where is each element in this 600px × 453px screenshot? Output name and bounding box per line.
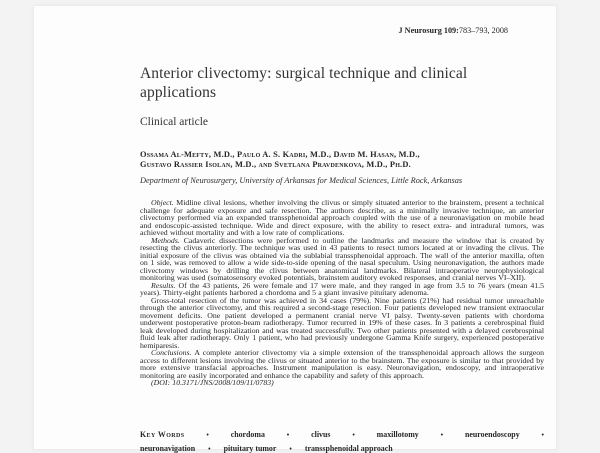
keyword-item: chordoma	[230, 430, 265, 439]
authors-list	[140, 150, 544, 170]
journal-citation	[399, 26, 508, 35]
abstract-paragraph-results-2	[140, 297, 544, 350]
keywords-line-2	[140, 444, 544, 453]
abstract-paragraph-object	[140, 199, 544, 237]
paragraph-lead: Methods.	[151, 235, 180, 245]
paragraph-text: Cadaveric dissections were performed to outline the landmarks and measure the window that is created by resecting the clivus anteriorly. The technique was used in 43 patients to resect tumors located at or invading the clivus. The initial exposure of the clivus was obtained via the sublabial transsphenoidal approach. The wall of the anterior maxilla, often on 1 side, was removed to allow a wide side-to-side opening of the nasal speculum. Using neuronavigation, the authors made clivectomy windows by drilling the clivus between anatomical landmarks. Bilateral intraoperative neurophysiological monitoring was used (somatosensory evoked potentials, brainstem auditory evoked responses, and cranial nerves VI–XII).	[140, 235, 544, 282]
article-type-label: Clinical article	[140, 116, 209, 128]
abstract-paragraph-conclusions	[140, 349, 544, 379]
paragraph-text: Gross-total resection of the tumor was achieved in 34 cases (79%). Nine patients (21%) had residual tumor unreachable through the anterior clivectomy, and this required a second-stage resection. Four patients developed new transient extraocular movement deficits. One patient developed a permanent cranial nerve VI palsy. Twenty-seven patients with chordoma underwent postoperative proton-beam radiotherapy. Tumor recurred in 19% of these cases. In 3 patients a cerebrospinal fluid leak developed during hospitalization and was treated successfully. Two other patients presented with a delayed cerebrospinal fluid leak after radiotherapy. Only 1 patient, who had previously undergone Gamma Knife surgery, experienced postoperative hemiparesis.	[140, 295, 544, 350]
bullet-separator: •	[206, 431, 209, 439]
keyword-item: neuroendoscopy	[464, 430, 520, 439]
bullet-separator: •	[352, 431, 355, 439]
bullet-separator: •	[289, 445, 292, 453]
bullet-separator: •	[440, 431, 444, 439]
paragraph-text: A complete anterior clivectomy via a simple extension of the transsphenoidal approach allows the surgeon access to different lesions involving the clivus or situated anterior to the brainstem. The exposure is similar to that provided by more extensive transfacial approaches. Instrument manipulation is easy. Neuronavigation, endoscopy, and intraoperative monitoring are easily incorporated and enhance the capability and safety of this approach.	[140, 348, 544, 380]
paragraph-lead: Object.	[151, 198, 174, 207]
journal-page	[33, 5, 557, 453]
journal-pages-year: 783–793, 2008	[458, 26, 508, 35]
bullet-separator: •	[541, 431, 544, 439]
paragraph-text: Of the 43 patients, 26 were female and 17 were male, and they ranged in age from 3.5 to 76 years (mean 41.5 years). Thirty-eight patients harbored a chordoma and 5 a giant invasive pituitary adenoma.	[140, 280, 545, 297]
paragraph-lead: Conclusions.	[151, 348, 192, 357]
paragraph-lead: Results.	[151, 280, 176, 290]
keyword-item: transsphenoidal approach	[304, 444, 393, 453]
journal-name-volume: J Neurosurg 109:	[398, 26, 459, 35]
abstract-paragraph-results	[140, 282, 544, 297]
keywords-label: Key Words	[140, 430, 185, 439]
keyword-item: pituitary tumor	[223, 444, 277, 453]
bullet-separator: •	[286, 431, 290, 439]
paper-title: Anterior clivectomy: surgical technique and clinical applications	[140, 65, 468, 101]
keyword-item: clivus	[311, 430, 331, 439]
keywords-line-1	[140, 430, 544, 439]
authors-line-1: Ossama Al-Mefty, M.D., Paulo A. S. Kadri, M.D., David M. Hasan, M.D.,	[140, 150, 420, 159]
affiliation: Department of Neurosurgery, University of Arkansas for Medical Sciences, Little Rock, Arkansas	[140, 176, 463, 185]
abstract-paragraph-methods	[140, 237, 544, 282]
doi: (DOI: 10.3171/JNS/2008/109/11/0783)	[151, 378, 274, 387]
abstract	[140, 199, 544, 387]
bullet-separator: •	[208, 445, 211, 453]
authors-line-2: Gustavo Rassier Isolan, M.D., and Svetlana Pravdenkova, M.D., Ph.D.	[140, 159, 411, 169]
paragraph-text: Midline clival lesions, whether involving the clivus or simply situated anterior to the brainstem, present a technical challenge for adequate exposure and safe resection. The authors describe, as a minimally invasive technique, an anterior clivectomy performed via an expanded transsphenoidal approach coupled with the use of a neuronavigation on mobile head and endoscopic-assisted technique. Wide and direct exposure, with the ability to resect extra- and intradural tumors, was achieved without mortality and with a low rate of complications.	[140, 198, 545, 237]
keyword-item: neuronavigation	[140, 444, 196, 453]
keyword-item: maxillotomy	[376, 430, 419, 439]
